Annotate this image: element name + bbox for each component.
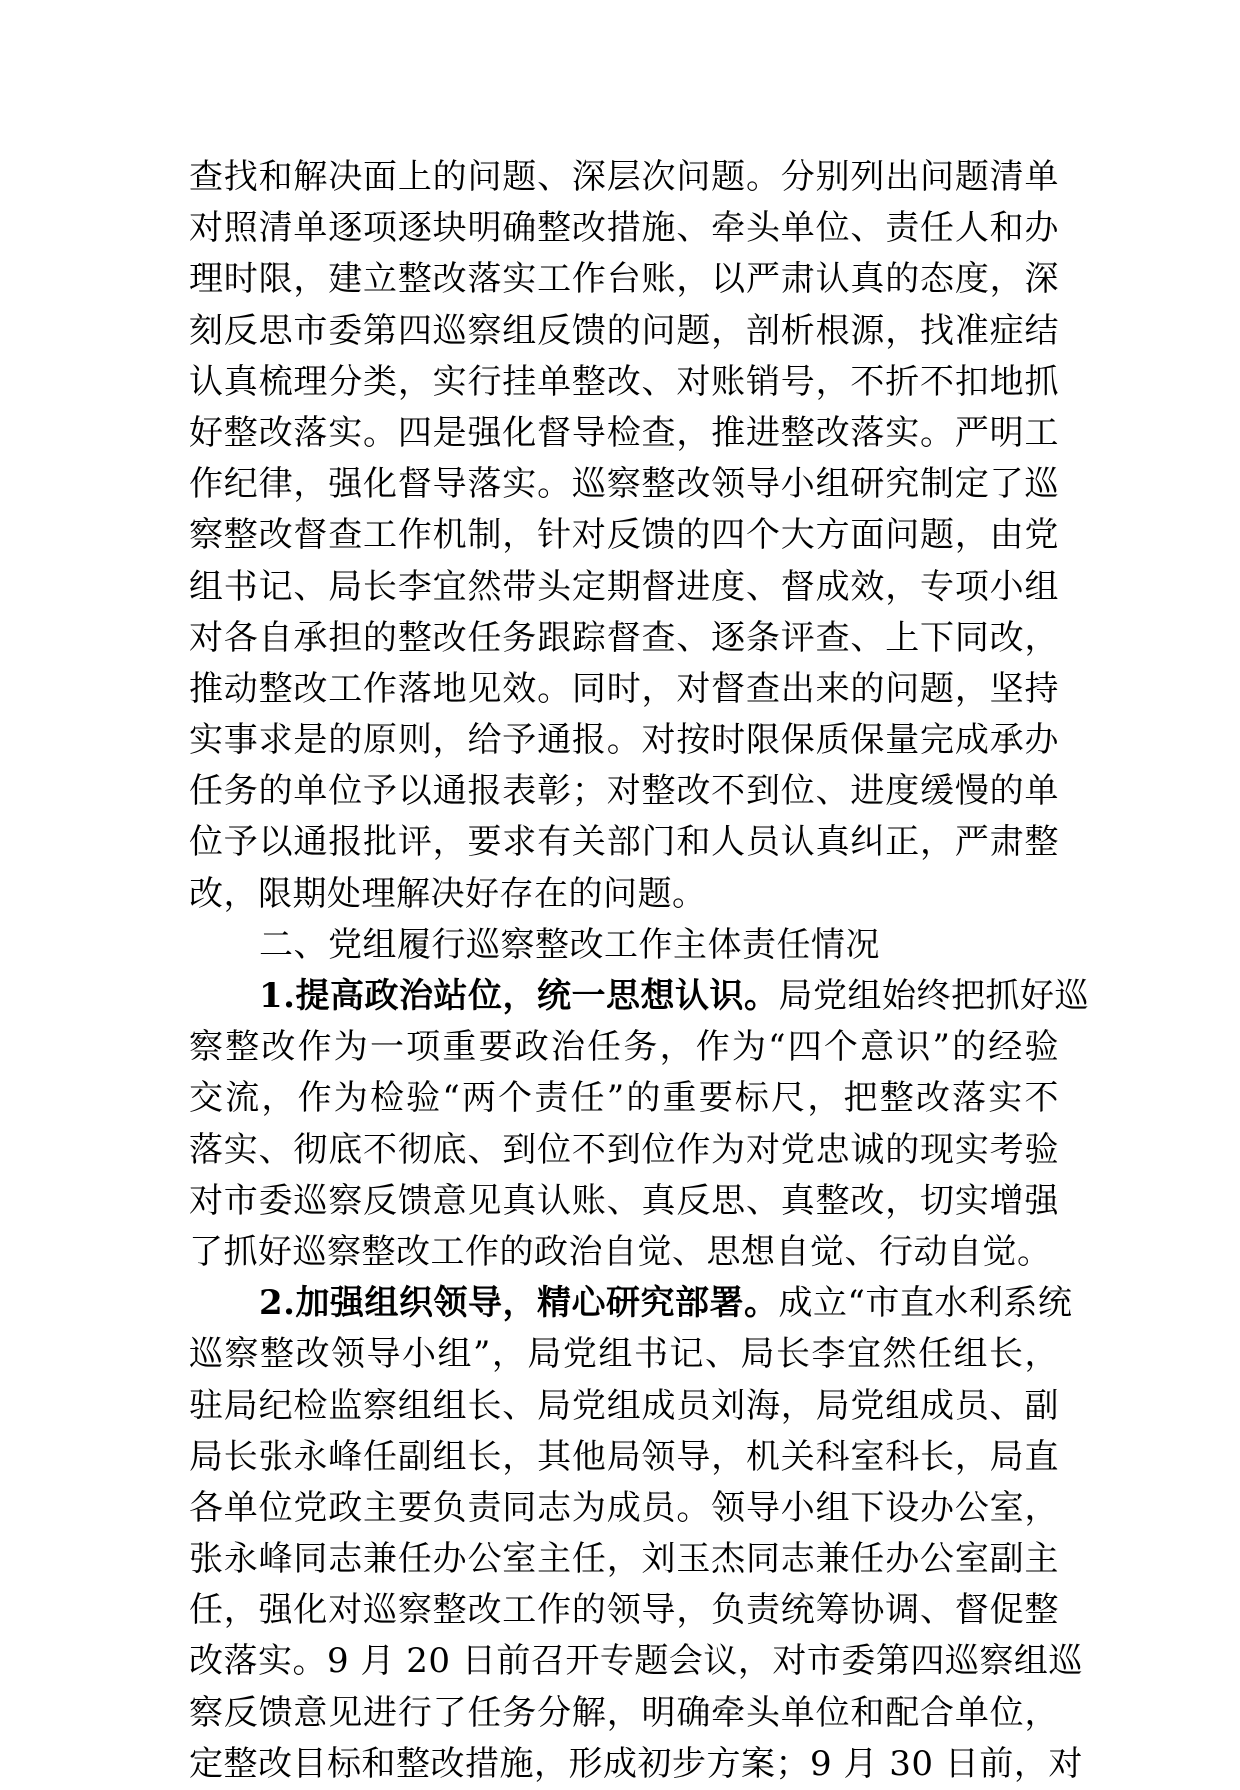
document-body xyxy=(189,152,1089,1790)
paragraph-line: 对各自承担的整改任务跟踪督查、逐条评查、上下同改， xyxy=(189,617,1059,658)
paragraph-line: 任，强化对巡察整改工作的领导，负责统筹协调、督促整 xyxy=(189,1590,1059,1631)
paragraph-line: 察反馈意见进行了任务分解，明确牵头单位和配合单位， xyxy=(189,1692,1059,1733)
paragraph-line: 改，限期处理解决好存在的问题。 xyxy=(189,873,707,914)
item-2-heading: 2.加强组织领导，精心研究部署。 xyxy=(259,1283,779,1324)
paragraph-line: 落实、彻底不彻底、到位不到位作为对党忠诚的现实考验 xyxy=(189,1129,1059,1170)
paragraph-line: 察整改督查工作机制，针对反馈的四个大方面问题，由党 xyxy=(189,515,1059,556)
paragraph-line: 好整改落实。四是强化督导检查，推进整改落实。严明工 xyxy=(189,412,1059,453)
item-2-first-text: 成立“市直水利系统 xyxy=(778,1283,1073,1324)
paragraph-line: 改落实。9 月 20 日前召开专题会议，对市委第四巡察组巡 xyxy=(189,1641,1083,1682)
section-heading: 二、党组履行巡察整改工作主体责任情况 xyxy=(259,924,880,965)
paragraph-line: 巡察整改领导小组”，局党组书记、局长李宜然任组长， xyxy=(189,1334,1059,1375)
paragraph-line: 组书记、局长李宜然带头定期督进度、督成效，专项小组 xyxy=(189,566,1059,607)
paragraph-line: 位予以通报批评，要求有关部门和人员认真纠正，严肃整 xyxy=(189,822,1059,863)
item-2-first-line xyxy=(189,1278,1073,1329)
paragraph-line: 定整改目标和整改措施，形成初步方案；9 月 30 日前，对 xyxy=(189,1743,1083,1784)
paragraph-line: 交流，作为检验“两个责任”的重要标尺，把整改落实不 xyxy=(189,1078,1059,1119)
paragraph-line: 了抓好巡察整改工作的政治自觉、思想自觉、行动自觉。 xyxy=(189,1231,1052,1272)
paragraph-line: 刻反思市委第四巡察组反馈的问题，剖析根源，找准症结 xyxy=(189,310,1059,351)
paragraph-line: 认真梳理分类，实行挂单整改、对账销号，不折不扣地抓 xyxy=(189,361,1059,402)
paragraph-line: 查找和解决面上的问题、深层次问题。分别列出问题清单 xyxy=(189,157,1059,197)
paragraph-line: 局长张永峰任副组长，其他局领导，机关科室科长，局直 xyxy=(189,1436,1059,1477)
paragraph-line: 张永峰同志兼任办公室主任，刘玉杰同志兼任办公室副主 xyxy=(189,1539,1059,1580)
paragraph-line: 对市委巡察反馈意见真认账、真反思、真整改，切实增强 xyxy=(189,1180,1059,1221)
item-1-heading: 1.提高政治站位，统一思想认识。 xyxy=(259,976,779,1016)
paragraph-line: 理时限，建立整改落实工作台账，以严肃认真的态度，深 xyxy=(189,259,1059,300)
paragraph-line: 任务的单位予以通报表彰；对整改不到位、进度缓慢的单 xyxy=(189,771,1059,812)
paragraph-line: 对照清单逐项逐块明确整改措施、牵头单位、责任人和办 xyxy=(189,208,1059,249)
item-1-first-line xyxy=(189,971,1089,1022)
paragraph-line: 察整改作为一项重要政治任务，作为“四个意识”的经验 xyxy=(189,1027,1059,1068)
paragraph-line: 推动整改工作落地见效。同时，对督查出来的问题，坚持 xyxy=(189,668,1059,709)
paragraph-line: 作纪律，强化督导落实。巡察整改领导小组研究制定了巡 xyxy=(189,464,1059,505)
paragraph-line: 实事求是的原则，给予通报。对按时限保质保量完成承办 xyxy=(189,720,1059,761)
item-1-first-text: 局党组始终把抓好巡 xyxy=(778,976,1089,1016)
paragraph-line: 驻局纪检监察组组长、局党组成员刘海，局党组成员、副 xyxy=(189,1385,1059,1426)
paragraph-line: 各单位党政主要负责同志为成员。领导小组下设办公室， xyxy=(189,1487,1059,1528)
